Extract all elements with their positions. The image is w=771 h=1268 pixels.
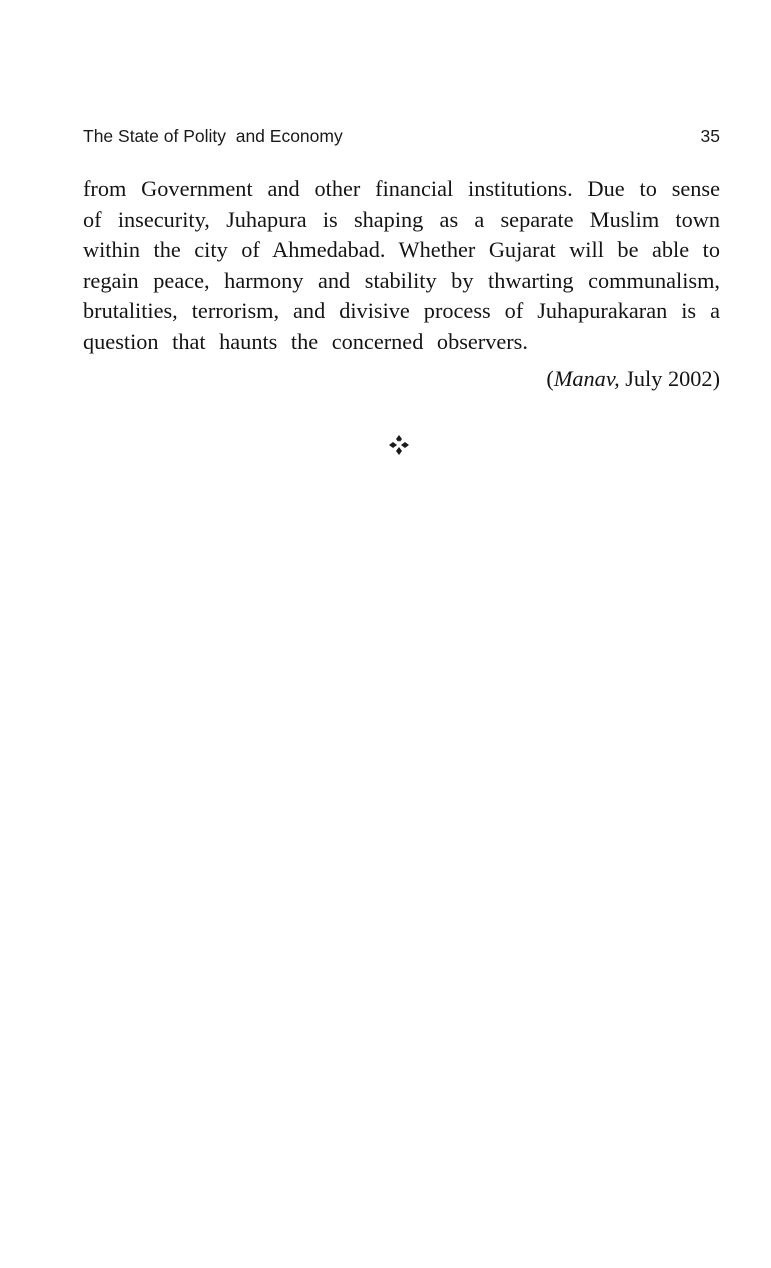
paragraph-line: question that haunts the concerned observers.: [83, 328, 528, 354]
four-diamond-ornament-icon: [388, 434, 410, 456]
running-head: [83, 126, 720, 150]
citation-publication: Manav,: [553, 366, 620, 391]
body-paragraph: [83, 174, 720, 358]
citation-open-paren: (: [546, 366, 554, 391]
paragraph-line: regain peace, harmony and stability by thwarting communalism,: [83, 267, 720, 293]
running-head-title: The State of Polity and Economy: [83, 126, 343, 146]
paragraph-line: of insecurity, Juhapura is shaping as a separate Muslim town: [83, 206, 720, 232]
paragraph-line: within the city of Ahmedabad. Whether Gujarat will be able to: [83, 237, 720, 263]
paragraph-line: brutalities, terrorism, and divisive process of Juhapurakaran is a: [83, 298, 720, 324]
page-number: 35: [700, 126, 720, 146]
paragraph-line: from Government and other financial institutions. Due to sense: [83, 176, 720, 201]
source-citation: [546, 366, 720, 392]
citation-date: July 2002): [619, 366, 720, 391]
